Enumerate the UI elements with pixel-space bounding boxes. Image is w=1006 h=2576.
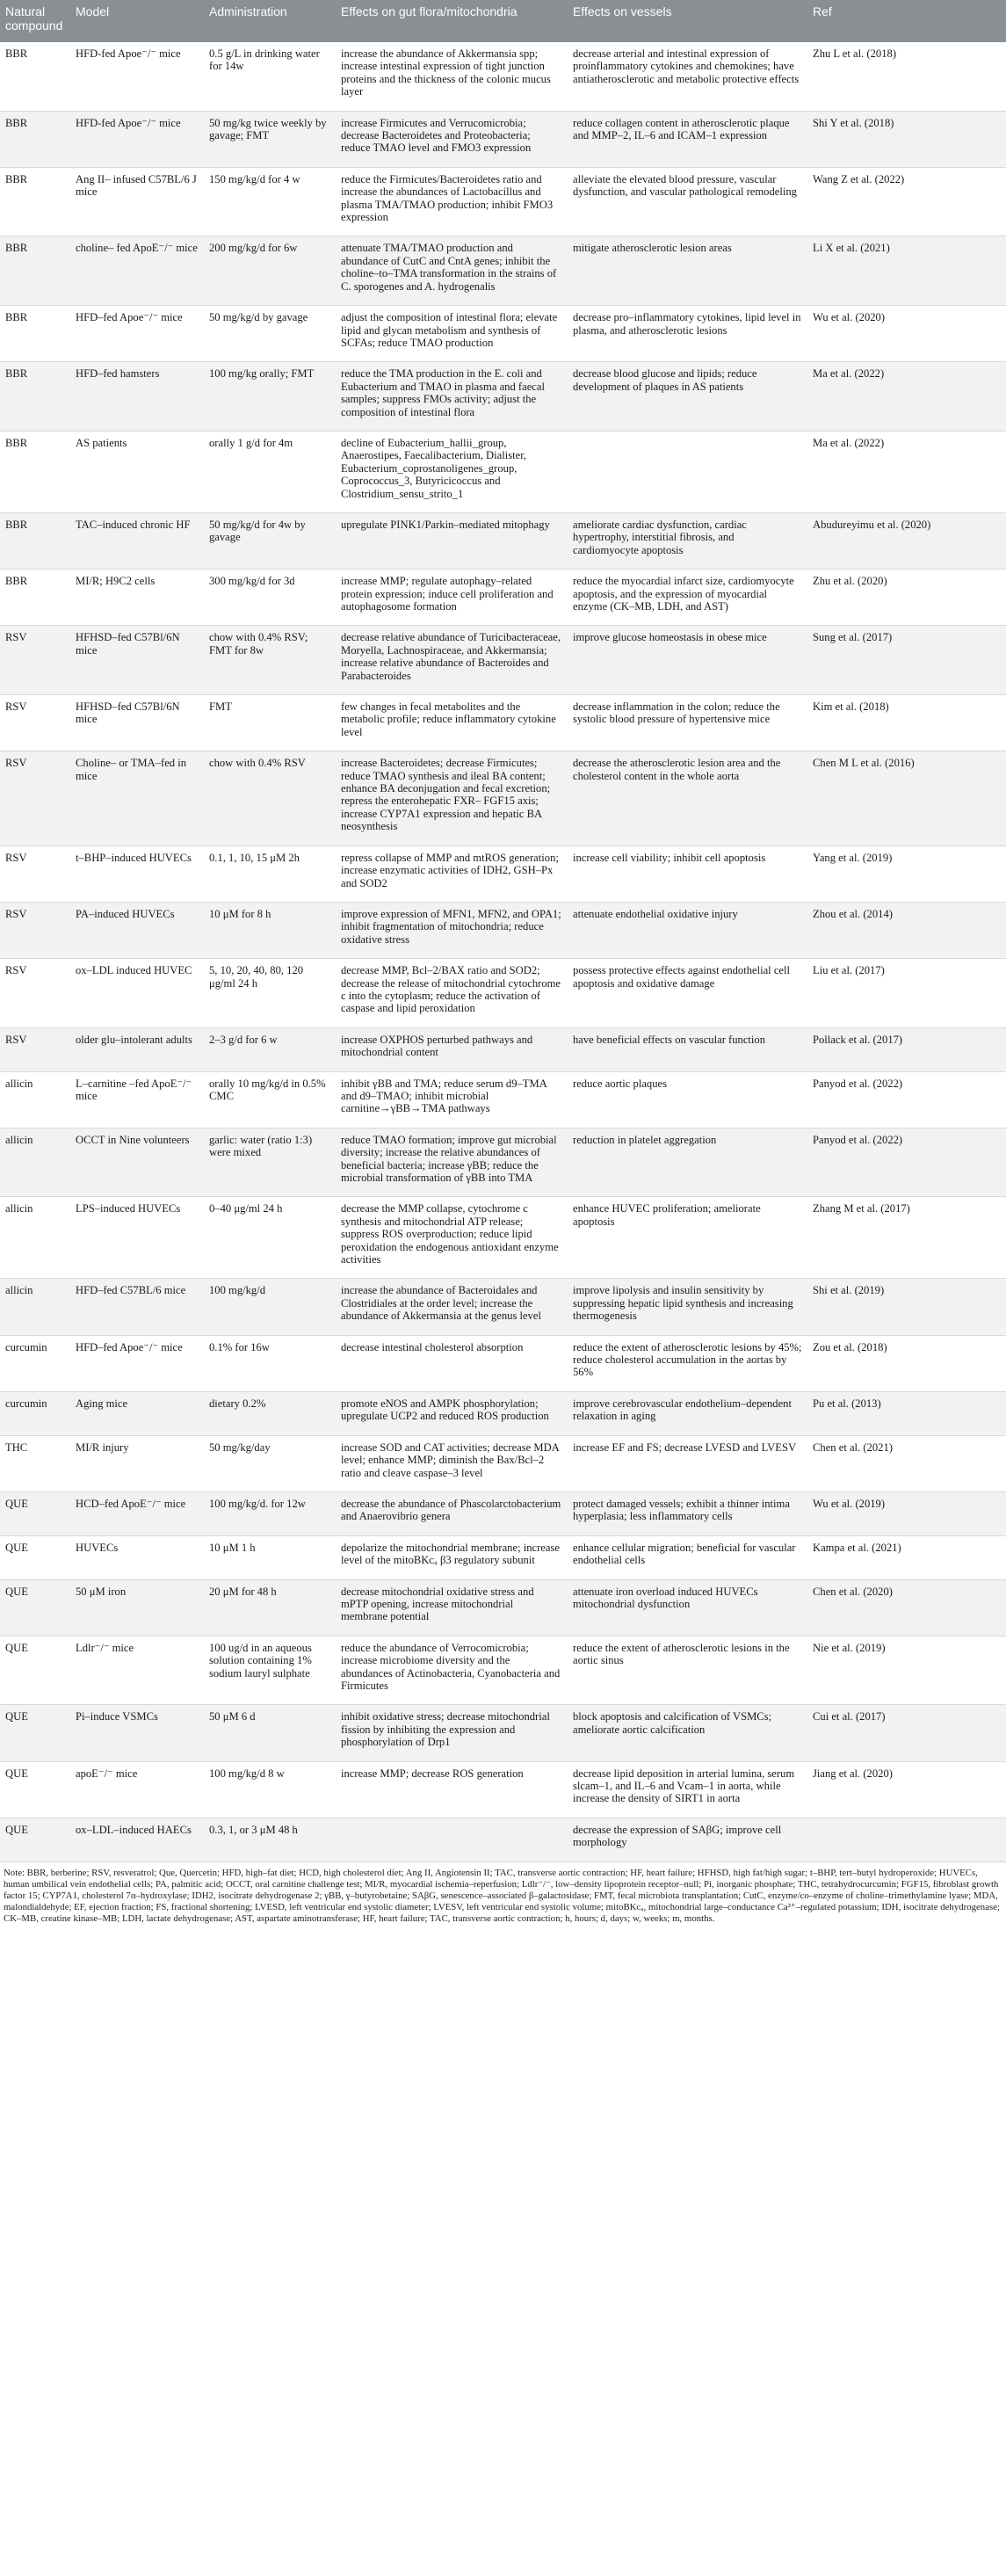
cell-model: L–carnitine –fed ApoE⁻/⁻ mice	[70, 1071, 204, 1128]
cell-vessels: have beneficial effects on vascular function	[568, 1027, 807, 1071]
table-row	[0, 431, 1006, 512]
cell-ref: Shi Y et al. (2018)	[807, 111, 1006, 167]
table-row	[0, 306, 1006, 362]
table-row	[0, 1818, 1006, 1861]
cell-administration: chow with 0.4% RSV	[204, 751, 336, 845]
header-vessels: Effects on vessels	[568, 0, 807, 42]
cell-model: ox–LDL induced HUVEC	[70, 959, 204, 1028]
table-row	[0, 1391, 1006, 1435]
table-row	[0, 111, 1006, 167]
table-row	[0, 362, 1006, 432]
cell-vessels: reduce collagen content in atherosclerotic plaque and MMP–2, IL–6 and ICAM–1 expression	[568, 111, 807, 167]
cell-vessels: decrease lipid deposition in arterial lumina, serum slcam–1, and IL–6 and Vcam–1 in aorta, while increase the density of SIRT1 in aorta	[568, 1761, 807, 1818]
cell-ref: Nie et al. (2019)	[807, 1636, 1006, 1705]
cell-vessels: reduce the myocardial infarct size, cardiomyocyte apoptosis, and the expression of myocardial enzyme (CK–MB, LDH, and AST)	[568, 570, 807, 626]
cell-ref: Zhu L et al. (2018)	[807, 42, 1006, 111]
cell-gut-flora: increase the abundance of Akkermansia spp; increase intestinal expression of tight junction proteins and the thickness of the colonic mucus layer	[336, 42, 568, 111]
cell-model: HUVECs	[70, 1535, 204, 1579]
cell-compound: THC	[0, 1435, 70, 1491]
cell-administration: 2–3 g/d for 6 w	[204, 1027, 336, 1071]
cell-model: HFD–fed Apoe⁻/⁻ mice	[70, 1335, 204, 1391]
cell-compound: BBR	[0, 111, 70, 167]
cell-vessels	[568, 431, 807, 512]
cell-administration: 50 mg/kg/day	[204, 1435, 336, 1491]
cell-gut-flora: decrease mitochondrial oxidative stress and mPTP opening, increase mitochondrial membrane potential	[336, 1579, 568, 1636]
cell-administration: 200 mg/kg/d for 6w	[204, 236, 336, 306]
cell-model: 50 μM iron	[70, 1579, 204, 1636]
cell-compound: allicin	[0, 1128, 70, 1197]
cell-vessels: possess protective effects against endothelial cell apoptosis and oxidative damage	[568, 959, 807, 1028]
cell-vessels: block apoptosis and calcification of VSMCs; ameliorate aortic calcification	[568, 1705, 807, 1761]
cell-administration: 100 mg/kg/d	[204, 1279, 336, 1335]
cell-gut-flora: upregulate PINK1/Parkin–mediated mitophagy	[336, 512, 568, 569]
cell-compound: allicin	[0, 1279, 70, 1335]
cell-administration: 50 mg/kg twice weekly by gavage; FMT	[204, 111, 336, 167]
table-row	[0, 695, 1006, 751]
cell-model: HFHSD–fed C57Bl/6N mice	[70, 695, 204, 751]
table-row	[0, 1435, 1006, 1491]
cell-gut-flora: promote eNOS and AMPK phosphorylation; upregulate UCP2 and reduced ROS production	[336, 1391, 568, 1435]
table-row	[0, 845, 1006, 902]
cell-vessels: attenuate iron overload induced HUVECs mitochondrial dysfunction	[568, 1579, 807, 1636]
cell-compound: curcumin	[0, 1391, 70, 1435]
cell-administration: orally 10 mg/kg/d in 0.5% CMC	[204, 1071, 336, 1128]
cell-model: HFD–fed Apoe⁻/⁻ mice	[70, 306, 204, 362]
cell-compound: allicin	[0, 1197, 70, 1279]
cell-gut-flora: decline of Eubacterium_hallii_group, Anaerostipes, Faecalibacterium, Dialister, Eubacterium_coprostanoligenes_group, Coprococcus_3, Butyricicoccus and Clostridium_sensu_strito_1	[336, 431, 568, 512]
cell-vessels: reduce aortic plaques	[568, 1071, 807, 1128]
cell-vessels: ameliorate cardiac dysfunction, cardiac hypertrophy, interstitial fibrosis, and cardiomyocyte apoptosis	[568, 512, 807, 569]
cell-model: older glu–intolerant adults	[70, 1027, 204, 1071]
cell-compound: BBR	[0, 167, 70, 236]
cell-gut-flora: decrease intestinal cholesterol absorption	[336, 1335, 568, 1391]
cell-ref: Liu et al. (2017)	[807, 959, 1006, 1028]
cell-compound: RSV	[0, 902, 70, 958]
header-administration: Administration	[204, 0, 336, 42]
cell-vessels: decrease pro–inflammatory cytokines, lipid level in plasma, and atherosclerotic lesions	[568, 306, 807, 362]
cell-ref: Zou et al. (2018)	[807, 1335, 1006, 1391]
table-row	[0, 1579, 1006, 1636]
cell-vessels: improve lipolysis and insulin sensitivity by suppressing hepatic lipid synthesis and increasing thermogenesis	[568, 1279, 807, 1335]
header-natural-compound: Natural compound	[0, 0, 70, 42]
cell-vessels: decrease the atherosclerotic lesion area and the cholesterol content in the whole aorta	[568, 751, 807, 845]
cell-vessels: decrease inflammation in the colon; reduce the systolic blood pressure of hypertensive mice	[568, 695, 807, 751]
table-row	[0, 959, 1006, 1028]
cell-gut-flora: inhibit oxidative stress; decrease mitochondrial fission by inhibiting the expression and phosphorylation of Drp1	[336, 1705, 568, 1761]
cell-vessels: mitigate atherosclerotic lesion areas	[568, 236, 807, 306]
cell-gut-flora: adjust the composition of intestinal flora; elevate lipid and glycan metabolism and synthesis of SCFAs; reduce TMAO production	[336, 306, 568, 362]
table-row	[0, 512, 1006, 569]
cell-gut-flora	[336, 1818, 568, 1861]
cell-model: Aging mice	[70, 1391, 204, 1435]
cell-vessels: alleviate the elevated blood pressure, vascular dysfunction, and vascular pathological remodeling	[568, 167, 807, 236]
cell-ref	[807, 1818, 1006, 1861]
cell-vessels: improve glucose homeostasis in obese mice	[568, 626, 807, 695]
cell-gut-flora: decrease the abundance of Phascolarctobacterium and Anaerovibrio genera	[336, 1491, 568, 1535]
table-row	[0, 1636, 1006, 1705]
cell-model: apoE⁻/⁻ mice	[70, 1761, 204, 1818]
cell-administration: 50 mg/kg/d by gavage	[204, 306, 336, 362]
cell-gut-flora: decrease relative abundance of Turicibacteraceae, Moryella, Lachnospiraceae, and Akkermansia; increase relative abundance of Bacteroides and Parabacteroides	[336, 626, 568, 695]
cell-compound: curcumin	[0, 1335, 70, 1391]
cell-model: HFD-fed Apoe⁻/⁻ mice	[70, 42, 204, 111]
cell-ref: Kampa et al. (2021)	[807, 1535, 1006, 1579]
cell-administration: FMT	[204, 695, 336, 751]
cell-ref: Zhou et al. (2014)	[807, 902, 1006, 958]
cell-ref: Sung et al. (2017)	[807, 626, 1006, 695]
cell-ref: Pollack et al. (2017)	[807, 1027, 1006, 1071]
cell-gut-flora: attenuate TMA/TMAO production and abundance of CutC and CntA genes; inhibit the choline–to–TMA transformation in the strains of C. sporogenes and A. hydrogenalis	[336, 236, 568, 306]
cell-model: HCD–fed ApoE⁻/⁻ mice	[70, 1491, 204, 1535]
cell-compound: RSV	[0, 845, 70, 902]
cell-model: HFD–fed C57BL/6 mice	[70, 1279, 204, 1335]
cell-administration: 0.1, 1, 10, 15 μM 2h	[204, 845, 336, 902]
cell-gut-flora: few changes in fecal metabolites and the metabolic profile; reduce inflammatory cytokine level	[336, 695, 568, 751]
cell-compound: BBR	[0, 42, 70, 111]
table-row	[0, 1761, 1006, 1818]
cell-compound: RSV	[0, 1027, 70, 1071]
cell-compound: RSV	[0, 695, 70, 751]
table-row	[0, 1705, 1006, 1761]
cell-administration: 20 μM for 48 h	[204, 1579, 336, 1636]
cell-vessels: increase EF and FS; decrease LVESD and LVESV	[568, 1435, 807, 1491]
table-row	[0, 1535, 1006, 1579]
cell-ref: Wu et al. (2019)	[807, 1491, 1006, 1535]
cell-model: MI/R injury	[70, 1435, 204, 1491]
table-row	[0, 1197, 1006, 1279]
cell-compound: QUE	[0, 1491, 70, 1535]
cell-compound: RSV	[0, 626, 70, 695]
cell-compound: BBR	[0, 236, 70, 306]
cell-administration: 10 μM 1 h	[204, 1535, 336, 1579]
cell-ref: Chen et al. (2021)	[807, 1435, 1006, 1491]
cell-ref: Jiang et al. (2020)	[807, 1761, 1006, 1818]
cell-vessels: improve cerebrovascular endothelium–dependent relaxation in aging	[568, 1391, 807, 1435]
cell-gut-flora: increase the abundance of Bacteroidales and Clostridiales at the order level; increase the abundance of Akkermansia at the genus level	[336, 1279, 568, 1335]
table-row	[0, 902, 1006, 958]
cell-gut-flora: reduce the TMA production in the E. coli and Eubacterium and TMAO in plasma and faecal samples; suppress FMOs activity; adjust the composition of intestinal flora	[336, 362, 568, 432]
cell-ref: Yang et al. (2019)	[807, 845, 1006, 902]
cell-gut-flora: reduce the abundance of Verrocomicrobia; increase microbiome diversity and the abundances of Actinobacteria, Cyanobacteria and Firmicutes	[336, 1636, 568, 1705]
cell-ref: Wu et al. (2020)	[807, 306, 1006, 362]
cell-compound: QUE	[0, 1535, 70, 1579]
cell-administration: 0.3, 1, or 3 μM 48 h	[204, 1818, 336, 1861]
cell-vessels: protect damaged vessels; exhibit a thinner intima hyperplasia; less inflammatory cells	[568, 1491, 807, 1535]
cell-gut-flora: increase SOD and CAT activities; decrease MDA level; enhance MMP; diminish the Bax/Bcl–2 ratio and cleave caspase–3 level	[336, 1435, 568, 1491]
cell-model: Ldlr⁻/⁻ mice	[70, 1636, 204, 1705]
cell-ref: Pu et al. (2013)	[807, 1391, 1006, 1435]
cell-model: ox–LDL–induced HAECs	[70, 1818, 204, 1861]
cell-vessels: enhance cellular migration; beneficial for vascular endothelial cells	[568, 1535, 807, 1579]
table-row	[0, 1491, 1006, 1535]
cell-administration: 100 mg/kg orally; FMT	[204, 362, 336, 432]
cell-ref: Ma et al. (2022)	[807, 362, 1006, 432]
cell-administration: 0.1% for 16w	[204, 1335, 336, 1391]
cell-vessels: reduce the extent of atherosclerotic lesions in the aortic sinus	[568, 1636, 807, 1705]
cell-model: TAC–induced chronic HF	[70, 512, 204, 569]
cell-vessels: enhance HUVEC proliferation; ameliorate apoptosis	[568, 1197, 807, 1279]
cell-model: LPS–induced HUVECs	[70, 1197, 204, 1279]
cell-vessels: decrease arterial and intestinal expression of proinflammatory cytokines and chemokines; have antiatherosclerotic and metabolic protective effects	[568, 42, 807, 111]
table-row	[0, 751, 1006, 845]
cell-vessels: reduce the extent of atherosclerotic lesions by 45%; reduce cholesterol accumulation in the aortas by 56%	[568, 1335, 807, 1391]
cell-gut-flora: repress collapse of MMP and mtROS generation; increase enzymatic activities of IDH2, GSH–Px and SOD2	[336, 845, 568, 902]
table-row	[0, 1071, 1006, 1128]
cell-compound: QUE	[0, 1705, 70, 1761]
cell-administration: garlic: water (ratio 1:3) were mixed	[204, 1128, 336, 1197]
cell-administration: 100 mg/kg/d 8 w	[204, 1761, 336, 1818]
table-row	[0, 1128, 1006, 1197]
cell-administration: 5, 10, 20, 40, 80, 120 μg/ml 24 h	[204, 959, 336, 1028]
table-body	[0, 42, 1006, 1861]
table-row	[0, 236, 1006, 306]
cell-compound: BBR	[0, 512, 70, 569]
cell-administration: 100 mg/kg/d. for 12w	[204, 1491, 336, 1535]
table-row	[0, 1335, 1006, 1391]
cell-administration: chow with 0.4% RSV; FMT for 8w	[204, 626, 336, 695]
header-gut-flora-mitochondria: Effects on gut flora/mitochondria	[336, 0, 568, 42]
cell-gut-flora: reduce TMAO formation; improve gut microbial diversity; increase the relative abundances of beneficial bacteria; increase γBB; reduce the microbial transformation of γBB into TMA	[336, 1128, 568, 1197]
cell-compound: BBR	[0, 362, 70, 432]
cell-vessels: increase cell viability; inhibit cell apoptosis	[568, 845, 807, 902]
cell-administration: 50 μM 6 d	[204, 1705, 336, 1761]
cell-compound: RSV	[0, 959, 70, 1028]
table-row	[0, 626, 1006, 695]
cell-administration: 150 mg/kg/d for 4 w	[204, 167, 336, 236]
cell-gut-flora: inhibit γBB and TMA; reduce serum d9–TMA and d9–TMAO; inhibit microbial carnitine→γBB→TMA pathways	[336, 1071, 568, 1128]
cell-model: AS patients	[70, 431, 204, 512]
cell-ref: Wang Z et al. (2022)	[807, 167, 1006, 236]
cell-compound: QUE	[0, 1818, 70, 1861]
table-footnote: Note: BBR, berberine; RSV, resveratrol; Que, Quercetin; HFD, high–fat diet; HCD, high cholesterol diet; Ang II, Angiotensin II; TAC, transverse aortic contraction; HF, heart failure; HFHSD, high fat/high sugar; t–BHP, tert–butyl hydroperoxide; HUVECs, human umbilical vein endothelial cells; PA, palmitic acid; OCCT, oral carnitine challenge test; MI/R, myocardial ischemia–reperfusion; Ldlr⁻/⁻, low–density lipoprotein receptor–null; Pi, inorganic phosphate; THC, tetrahydrocurcumin; FGF15, fibroblast growth factor 15; CYP7A1, cholesterol 7α–hydroxylase; IDH2, isocitrate dehydrogenase 2; γBB, γ–butyrobetaine; SAβG, senescence–associated β–galactosidase; FMT, fecal microbiota transplantation; CutC, enzyme/co–enzyme of choline–trimethylamine lyase; MDA, malondialdehyde; EF, ejection fraction; FS, fractional shortening; LVESD, left ventricular end systolic diameter; LVESV, left ventricular end systolic volume; mitoBKᴄₐ, mitochondrial large–conductance Ca²⁺–regulated potassium; IDH, isocitrate dehydrogenase; CK–MB, creatine kinase–MB; LDH, lactate dehydrogenase; AST, aspartate aminotransferase; HF, heart failure; TAC, transverse aortic contraction; h, hours; d, days; w, weeks; m, months.	[4, 1867, 1000, 1925]
cell-administration: 50 mg/kg/d for 4w by gavage	[204, 512, 336, 569]
cell-model: HFD–fed hamsters	[70, 362, 204, 432]
cell-administration: 100 ug/d in an aqueous solution containing 1% sodium lauryl sulphate	[204, 1636, 336, 1705]
cell-gut-flora: increase MMP; regulate autophagy–related protein expression; induce cell proliferation and autophagosome formation	[336, 570, 568, 626]
cell-gut-flora: depolarize the mitochondrial membrane; increase level of the mitoBKᴄₐ β3 regulatory subunit	[336, 1535, 568, 1579]
cell-vessels: attenuate endothelial oxidative injury	[568, 902, 807, 958]
cell-compound: RSV	[0, 751, 70, 845]
cell-ref: Ma et al. (2022)	[807, 431, 1006, 512]
cell-ref: Li X et al. (2021)	[807, 236, 1006, 306]
table-header-row	[0, 0, 1006, 42]
cell-ref: Zhang M et al. (2017)	[807, 1197, 1006, 1279]
cell-ref: Cui et al. (2017)	[807, 1705, 1006, 1761]
cell-model: HFD-fed Apoe⁻/⁻ mice	[70, 111, 204, 167]
cell-gut-flora: decrease the MMP collapse, cytochrome c synthesis and mitochondrial ATP release; suppress ROS overproduction; reduce lipid peroxidation the endogenous antioxidant enzyme activities	[336, 1197, 568, 1279]
cell-gut-flora: reduce the Firmicutes/Bacteroidetes ratio and increase the abundances of Lactobacillus and plasma TMA/TMAO production; inhibit FMO3 expression	[336, 167, 568, 236]
cell-vessels: decrease the expression of SAβG; improve cell morphology	[568, 1818, 807, 1861]
table-row	[0, 1279, 1006, 1335]
cell-gut-flora: decrease MMP, Bcl–2/BAX ratio and SOD2; decrease the release of mitochondrial cytochrome c into the cytoplasm; reduce the activation of caspase and lipid peroxidation	[336, 959, 568, 1028]
cell-administration: 10 μM for 8 h	[204, 902, 336, 958]
cell-compound: allicin	[0, 1071, 70, 1128]
table-row	[0, 167, 1006, 236]
cell-ref: Shi et al. (2019)	[807, 1279, 1006, 1335]
cell-gut-flora: increase Bacteroidetes; decrease Firmicutes; reduce TMAO synthesis and ileal BA content; enhance BA deconjugation and fecal excretion; repress the enterohepatic FXR– FGF15 axis; increase CYP7A1 expression and hepatic BA neosynthesis	[336, 751, 568, 845]
cell-ref: Zhu et al. (2020)	[807, 570, 1006, 626]
cell-gut-flora: increase OXPHOS perturbed pathways and mitochondrial content	[336, 1027, 568, 1071]
cell-gut-flora: increase MMP; decrease ROS generation	[336, 1761, 568, 1818]
cell-ref: Panyod et al. (2022)	[807, 1128, 1006, 1197]
cell-model: HFHSD–fed C57Bl/6N mice	[70, 626, 204, 695]
cell-model: Ang II– infused C57BL/6 J mice	[70, 167, 204, 236]
cell-model: choline– fed ApoE⁻/⁻ mice	[70, 236, 204, 306]
cell-administration: 0–40 μg/ml 24 h	[204, 1197, 336, 1279]
cell-vessels: reduction in platelet aggregation	[568, 1128, 807, 1197]
cell-administration: 300 mg/kg/d for 3d	[204, 570, 336, 626]
cell-ref: Chen et al. (2020)	[807, 1579, 1006, 1636]
cell-administration: orally 1 g/d for 4m	[204, 431, 336, 512]
cell-administration: 0.5 g/L in drinking water for 14w	[204, 42, 336, 111]
cell-ref: Kim et al. (2018)	[807, 695, 1006, 751]
cell-gut-flora: increase Firmicutes and Verrucomicrobia; decrease Bacteroidetes and Proteobacteria; reduce TMAO level and FMO3 expression	[336, 111, 568, 167]
cell-compound: BBR	[0, 570, 70, 626]
cell-gut-flora: improve expression of MFN1, MFN2, and OPA1; inhibit fragmentation of mitochondria; reduce oxidative stress	[336, 902, 568, 958]
table-row	[0, 42, 1006, 111]
cell-model: Pi–induce VSMCs	[70, 1705, 204, 1761]
cell-model: PA–induced HUVECs	[70, 902, 204, 958]
header-model: Model	[70, 0, 204, 42]
cell-model: OCCT in Nine volunteers	[70, 1128, 204, 1197]
cell-compound: QUE	[0, 1579, 70, 1636]
cell-ref: Chen M L et al. (2016)	[807, 751, 1006, 845]
cell-compound: BBR	[0, 306, 70, 362]
cell-ref: Panyod et al. (2022)	[807, 1071, 1006, 1128]
cell-ref: Abudureyimu et al. (2020)	[807, 512, 1006, 569]
cell-vessels: decrease blood glucose and lipids; reduce development of plaques in AS patients	[568, 362, 807, 432]
cell-model: t–BHP–induced HUVECs	[70, 845, 204, 902]
table-row	[0, 570, 1006, 626]
header-ref: Ref	[807, 0, 1006, 42]
cell-administration: dietary 0.2%	[204, 1391, 336, 1435]
cell-compound: BBR	[0, 431, 70, 512]
table-row	[0, 1027, 1006, 1071]
cell-compound: QUE	[0, 1761, 70, 1818]
cell-model: Choline– or TMA–fed in mice	[70, 751, 204, 845]
cell-model: MI/R; H9C2 cells	[70, 570, 204, 626]
cell-compound: QUE	[0, 1636, 70, 1705]
